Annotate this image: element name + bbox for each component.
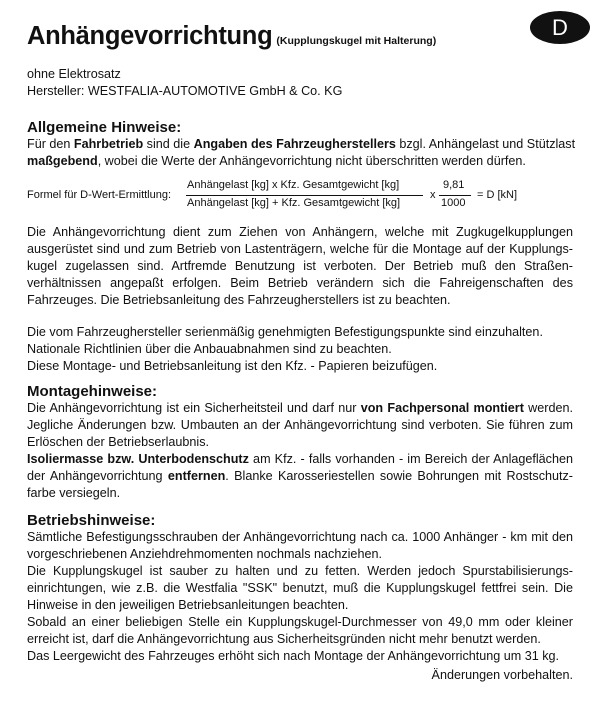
- general-p2-line: ausgerüstet sind und zum Betrieb von Lastenträgern, welche für die Montage auf der Kupplungs-: [27, 242, 573, 256]
- formula-times: x: [430, 189, 436, 201]
- mounting-line: [27, 451, 573, 468]
- text-bold: Angaben des Fahrzeugherstellers: [193, 137, 396, 151]
- mounting-line: Erlöschen der Betriebserlaubnis.: [27, 435, 210, 449]
- meta-electrical: ohne Elektrosatz: [27, 67, 121, 81]
- country-badge: D: [530, 11, 590, 44]
- formula-numerator: Anhängelast [kg] x Kfz. Gesamtgewicht [kg]: [187, 179, 400, 191]
- text: werden.: [523, 401, 573, 415]
- text-bold: maßgebend: [27, 154, 98, 168]
- general-p2-line: Die Anhängevorrichtung dient zum Ziehen von Anhängern, welche mit Zugkugelkupplungen: [27, 225, 573, 239]
- text-bold: Isoliermasse bzw. Unterbodenschutz: [27, 452, 249, 466]
- general-p3-line: Nationale Richtlinien über die Anbauabnahmen sind zu beachten.: [27, 342, 392, 356]
- text-bold: Fahrbetrieb: [73, 137, 144, 151]
- general-p2-line: Fahrzeuges. Die Betriebsanleitung des Fahrzeugherstellers ist zu beachten.: [27, 293, 451, 307]
- text-bold: entfernen: [167, 469, 226, 483]
- operation-line: einrichtungen, wie z.B. die Westfalia "SSK" benutzt, muß die Kupplungskugel fettfrei sein. Die: [27, 581, 573, 595]
- section-heading-mounting: Montagehinweise:: [27, 383, 158, 400]
- text: . Blanke Karosseriestellen sowie Bohrungen mit Rostschutz-: [225, 469, 573, 483]
- mounting-line: [27, 400, 573, 417]
- text: der Anhängevorrichtung: [27, 469, 168, 483]
- general-p1-line2: [27, 153, 526, 170]
- formula-label: Formel für D-Wert-Ermittlung:: [27, 189, 172, 201]
- text: Für den: [27, 137, 74, 151]
- text: sind die: [143, 137, 194, 151]
- text-bold: von Fachpersonal montiert: [360, 401, 524, 415]
- fraction-bar: [186, 195, 423, 196]
- title-main: Anhängevorrichtung: [27, 22, 273, 50]
- operation-line: Sobald an einer beliebigen Stelle ein Kupplungskugel-Durchmesser von 49,0 mm oder kleiner: [27, 615, 573, 629]
- page-title: [27, 22, 436, 51]
- formula-denominator: Anhängelast [kg] + Kfz. Gesamtgewicht [kg]: [187, 197, 401, 209]
- fraction-bar-2: [439, 195, 471, 196]
- meta-manufacturer: Hersteller: WESTFALIA-AUTOMOTIVE GmbH & Co. KG: [27, 84, 343, 98]
- operation-line: Das Leergewicht des Fahrzeuges erhöht sich nach Montage der Anhängevorrichtung um 31 kg.: [27, 649, 560, 663]
- section-heading-operation: Betriebshinweise:: [27, 512, 156, 529]
- text: , wobei die Werte der Anhängevorrichtung nicht überschritten werden dürfen.: [97, 154, 526, 168]
- operation-line: vorgeschriebenen Anziehdrehmomenten nochmals nachziehen.: [27, 547, 382, 561]
- formula-denominator-2: 1000: [441, 197, 466, 209]
- formula-numerator-2: 9,81: [443, 179, 465, 191]
- operation-line: Hinweise in den jeweiligen Betriebsanleitungen beachten.: [27, 598, 349, 612]
- text: Die Anhängevorrichtung ist ein Sicherheitsteil und darf nur: [27, 401, 361, 415]
- d-value-formula: [27, 178, 573, 214]
- general-p2-line: kugel zugelassen sind. Artfremde Benutzung ist verboten. Der Betrieb muß den Straßen-: [27, 259, 573, 273]
- operation-line: erreicht ist, darf die Anhängevorrichtung aus Sicherheitsgründen nicht mehr benutzt werden.: [27, 632, 541, 646]
- footer-note: Änderungen vorbehalten.: [431, 668, 573, 682]
- general-p1-line1: [27, 136, 576, 153]
- mounting-line: Jegliche Änderungen bzw. Umbauten an der Anhängevorrichtung sind verboten. Sie führen zum: [27, 418, 573, 432]
- text: bzgl. Anhängelast und Stützlast: [395, 137, 576, 151]
- title-subtitle: (Kupplungskugel mit Halterung): [276, 35, 437, 47]
- general-p2-line: verhältnissen angepaßt erfolgen. Beim Betrieb verändern sich die Fahreigenschaften des: [27, 276, 573, 290]
- mounting-line: [27, 468, 573, 485]
- general-p3-line: Die vom Fahrzeughersteller serienmäßig genehmigten Befestigungspunkte sind einzuhalten.: [27, 325, 543, 339]
- text: am Kfz. - falls vorhanden - im Bereich der Anlageflächen: [248, 452, 573, 466]
- operation-line: Die Kupplungskugel ist sauber zu halten und zu fetten. Werden jedoch Spurstabilisierungs-: [27, 564, 573, 578]
- section-heading-general: Allgemeine Hinweise:: [27, 119, 182, 136]
- general-p3-line: Diese Montage- und Betriebsanleitung ist den Kfz. - Papieren beizufügen.: [27, 359, 438, 373]
- formula-result: = D [kN]: [477, 189, 518, 201]
- operation-line: Sämtliche Befestigungsschrauben der Anhängevorrichtung nach ca. 1000 Anhänger - km mit den: [27, 530, 573, 544]
- mounting-line: farbe versiegeln.: [27, 486, 121, 500]
